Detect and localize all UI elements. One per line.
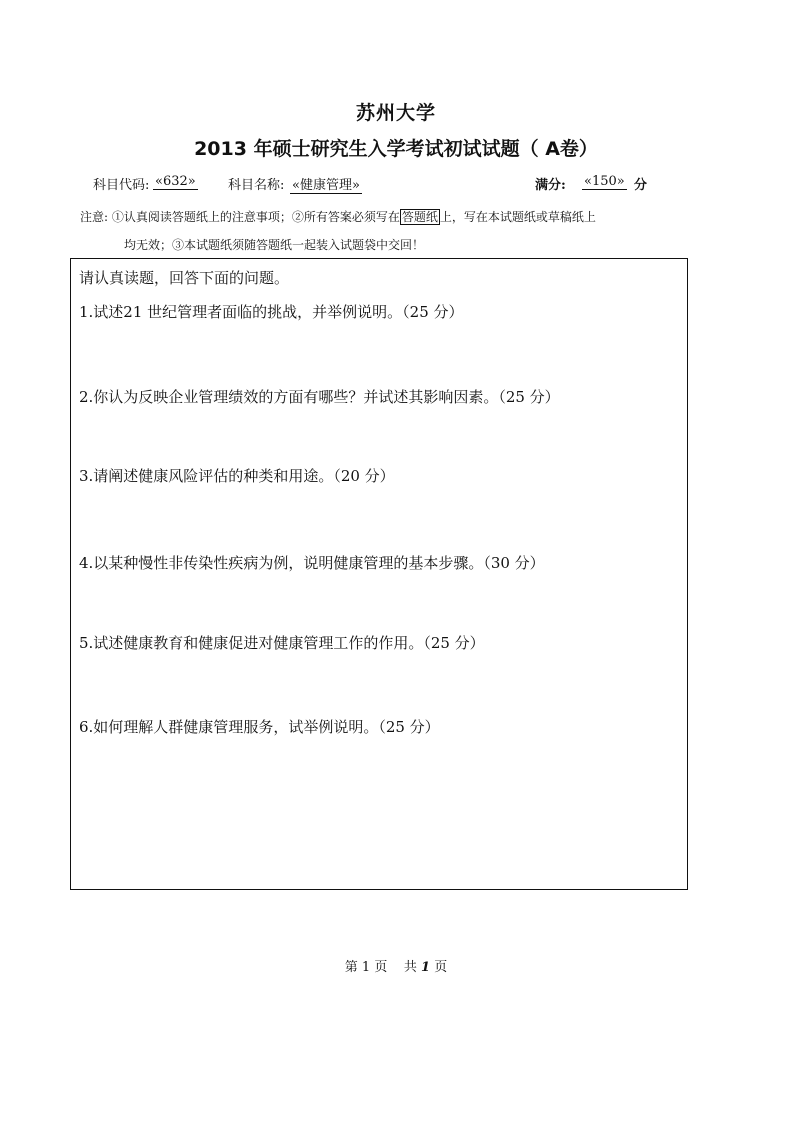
page-number: 第 1 页 bbox=[344, 960, 388, 975]
subject-name-text: «健康管理» bbox=[290, 174, 362, 194]
subject-code-label: 科目代码: bbox=[93, 178, 150, 193]
question-item: 3.请阐述健康风险评估的种类和用途。（20 分） bbox=[79, 467, 395, 485]
notice-text-before: 注意: ①认真阅读答题纸上的注意事项；②所有答案必须写在 bbox=[80, 210, 400, 224]
question-item: 2.你认为反映企业管理绩效的方面有哪些？并试述其影响因素。（25 分） bbox=[79, 388, 560, 406]
question-item: 4.以某种慢性非传染性疾病为例，说明健康管理的基本步骤。（30 分） bbox=[79, 554, 545, 572]
question-item: 5.试述健康教育和健康促进对健康管理工作的作用。（25 分） bbox=[79, 634, 485, 652]
subject-code-value bbox=[153, 174, 217, 190]
total-pages-prefix: 共 bbox=[403, 960, 417, 975]
notice-boxed-text: 答题纸 bbox=[401, 210, 438, 224]
page-footer bbox=[0, 956, 792, 975]
question-intro: 请认真读题，回答下面的问题。 bbox=[79, 269, 290, 287]
subject-name-label: 科目名称: bbox=[228, 178, 285, 193]
exam-title: 2013 年硕士研究生入学考试初试试题（ A卷） bbox=[194, 138, 598, 160]
subject-name-value bbox=[290, 174, 380, 194]
notice-line-1 bbox=[80, 208, 596, 225]
total-pages-suffix: 页 bbox=[434, 960, 448, 975]
full-score-text: «150» bbox=[584, 174, 625, 189]
notice-text-after: 上，写在本试题纸或草稿纸上 bbox=[439, 210, 596, 224]
question-item: 1.试述21 世纪管理者面临的挑战，并举例说明。（25 分） bbox=[79, 303, 464, 321]
full-score-value bbox=[582, 174, 627, 190]
question-item: 6.如何理解人群健康管理服务，试举例说明。（25 分） bbox=[79, 718, 440, 736]
full-score-unit: 分 bbox=[634, 178, 648, 193]
question-box bbox=[70, 258, 688, 890]
university-name: 苏州大学 bbox=[355, 102, 436, 124]
subject-code-text: «632» bbox=[155, 174, 196, 189]
full-score-label: 满分: bbox=[535, 178, 566, 193]
notice-line-2: 均无效；③本试题纸须随答题纸一起装入试题袋中交回！ bbox=[124, 238, 425, 252]
total-pages-value: 1 bbox=[421, 960, 431, 975]
